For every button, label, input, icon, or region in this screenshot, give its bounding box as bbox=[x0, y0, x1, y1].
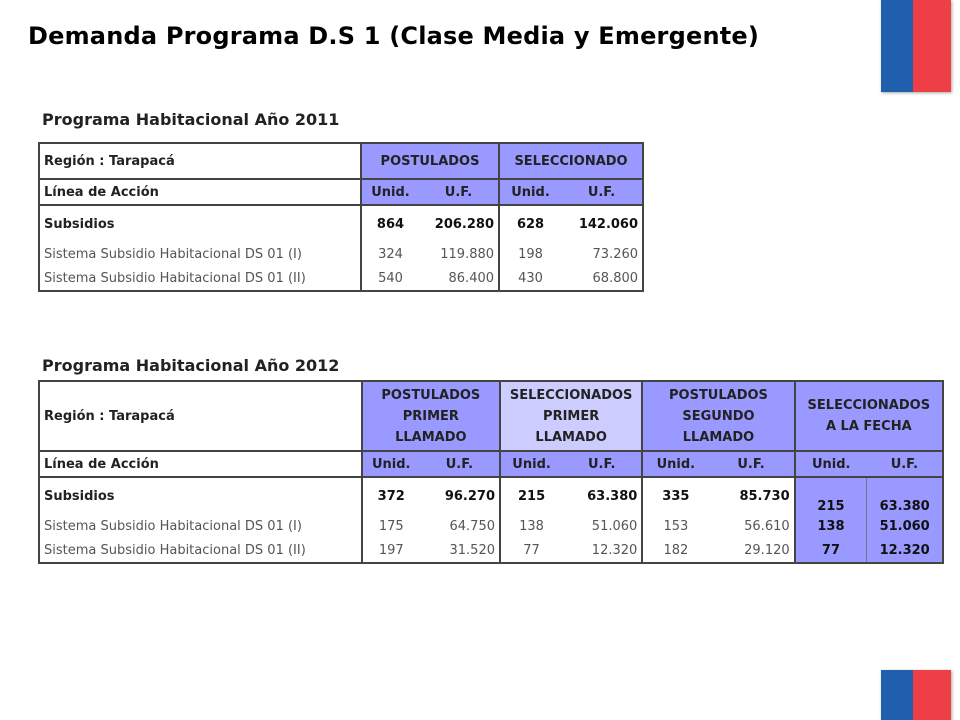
cell: 138 bbox=[500, 514, 562, 538]
unit-header: Unid. bbox=[361, 179, 419, 205]
cell: 56.610 bbox=[744, 518, 790, 534]
cell: 51.060 bbox=[867, 514, 943, 538]
group-header-line: POSTULADOS bbox=[381, 387, 481, 403]
cell: 86.400 bbox=[448, 270, 495, 286]
cell: 215 bbox=[795, 477, 867, 514]
group-header bbox=[642, 381, 794, 451]
unit-header: U.F. bbox=[420, 451, 500, 477]
cell: 864 bbox=[361, 205, 419, 242]
row-label: Subsidios bbox=[44, 216, 115, 232]
group-header-line: LLAMADO bbox=[535, 429, 607, 445]
group-header bbox=[500, 381, 642, 451]
flag-blue-band bbox=[881, 0, 913, 92]
row-label: Sistema Subsidio Habitacional DS 01 (I) bbox=[44, 246, 302, 262]
cell: 206.280 bbox=[434, 216, 495, 232]
row-label: Subsidios bbox=[44, 488, 115, 504]
group-header bbox=[362, 381, 500, 451]
cell: 64.750 bbox=[449, 518, 495, 534]
table-row bbox=[39, 514, 943, 538]
cell: 77 bbox=[795, 538, 867, 563]
group-header-line: LLAMADO bbox=[395, 429, 467, 445]
group-header-line: A LA FECHA bbox=[825, 419, 912, 434]
line-label: Línea de Acción bbox=[39, 451, 362, 477]
table-2011-title: Programa Habitacional Año 2011 bbox=[42, 110, 340, 129]
row-label: Sistema Subsidio Habitacional DS 01 (II) bbox=[44, 542, 306, 558]
unit-header: U.F. bbox=[708, 451, 794, 477]
unit-header: Unid. bbox=[362, 451, 420, 477]
region-label: Región : Tarapacá bbox=[39, 381, 362, 451]
group-header-line: POSTULADOS bbox=[669, 387, 768, 403]
cell: 12.320 bbox=[867, 538, 943, 563]
flag-logo-bottom bbox=[881, 670, 951, 720]
cell: 51.060 bbox=[591, 518, 638, 534]
table-2012-title: Programa Habitacional Año 2012 bbox=[42, 356, 340, 375]
row-label: Sistema Subsidio Habitacional DS 01 (I) bbox=[44, 518, 302, 534]
group-header-line: PRIMER bbox=[543, 408, 600, 424]
group-header-line: SELECCIONADOS bbox=[807, 398, 931, 413]
cell: 197 bbox=[362, 538, 420, 563]
cell: 138 bbox=[795, 514, 867, 538]
cell: 335 bbox=[642, 477, 708, 514]
cell: 68.800 bbox=[592, 270, 639, 286]
cell: 142.060 bbox=[578, 216, 639, 232]
flag-logo-top bbox=[881, 0, 951, 92]
cell: 198 bbox=[499, 242, 561, 266]
group-header-line: SELECCIONADOS bbox=[509, 387, 633, 403]
table-row bbox=[39, 179, 643, 205]
cell: 153 bbox=[642, 514, 708, 538]
unit-header: U.F. bbox=[419, 179, 499, 205]
row-label: Sistema Subsidio Habitacional DS 01 (II) bbox=[44, 270, 306, 286]
cell: 29.120 bbox=[744, 542, 790, 558]
cell: 63.380 bbox=[867, 477, 943, 514]
table-row bbox=[39, 381, 943, 451]
flag-blue-band bbox=[881, 670, 913, 720]
table-2012 bbox=[38, 380, 944, 564]
cell: 96.270 bbox=[444, 488, 495, 504]
unit-header: Unid. bbox=[500, 451, 562, 477]
cell: 31.520 bbox=[449, 542, 495, 558]
table-row bbox=[39, 205, 643, 242]
cell: 372 bbox=[362, 477, 420, 514]
table-row bbox=[39, 143, 643, 179]
group-header-line: PRIMER bbox=[402, 408, 459, 424]
table-2011 bbox=[38, 142, 644, 292]
table-row bbox=[39, 266, 643, 291]
group-header-line: SEGUNDO bbox=[682, 408, 755, 424]
cell: 182 bbox=[642, 538, 708, 563]
group-header: SELECCIONADO bbox=[499, 143, 643, 179]
unit-header: U.F. bbox=[562, 451, 642, 477]
table-row bbox=[39, 477, 943, 514]
cell: 324 bbox=[361, 242, 419, 266]
unit-header: U.F. bbox=[561, 179, 643, 205]
unit-header: Unid. bbox=[499, 179, 561, 205]
table-row bbox=[39, 538, 943, 563]
flag-red-band bbox=[913, 670, 951, 720]
slide-title: Demanda Programa D.S 1 (Clase Media y Emergente) bbox=[28, 22, 760, 50]
cell: 430 bbox=[499, 266, 561, 291]
group-header: POSTULADOS bbox=[361, 143, 499, 179]
group-header-line: LLAMADO bbox=[682, 429, 755, 445]
group-header bbox=[795, 381, 943, 451]
cell: 12.320 bbox=[591, 542, 638, 558]
cell: 215 bbox=[500, 477, 562, 514]
cell: 63.380 bbox=[587, 488, 638, 504]
table-row bbox=[39, 451, 943, 477]
unit-header: Unid. bbox=[795, 451, 867, 477]
region-label: Región : Tarapacá bbox=[39, 143, 361, 179]
cell: 175 bbox=[362, 514, 420, 538]
table-row bbox=[39, 242, 643, 266]
unit-header: Unid. bbox=[642, 451, 708, 477]
flag-red-band bbox=[913, 0, 951, 92]
cell: 628 bbox=[499, 205, 561, 242]
unit-header: U.F. bbox=[867, 451, 943, 477]
cell: 73.260 bbox=[592, 246, 639, 262]
line-label: Línea de Acción bbox=[39, 179, 361, 205]
cell: 77 bbox=[500, 538, 562, 563]
cell: 85.730 bbox=[739, 488, 790, 504]
cell: 119.880 bbox=[440, 246, 495, 262]
cell: 540 bbox=[361, 266, 419, 291]
